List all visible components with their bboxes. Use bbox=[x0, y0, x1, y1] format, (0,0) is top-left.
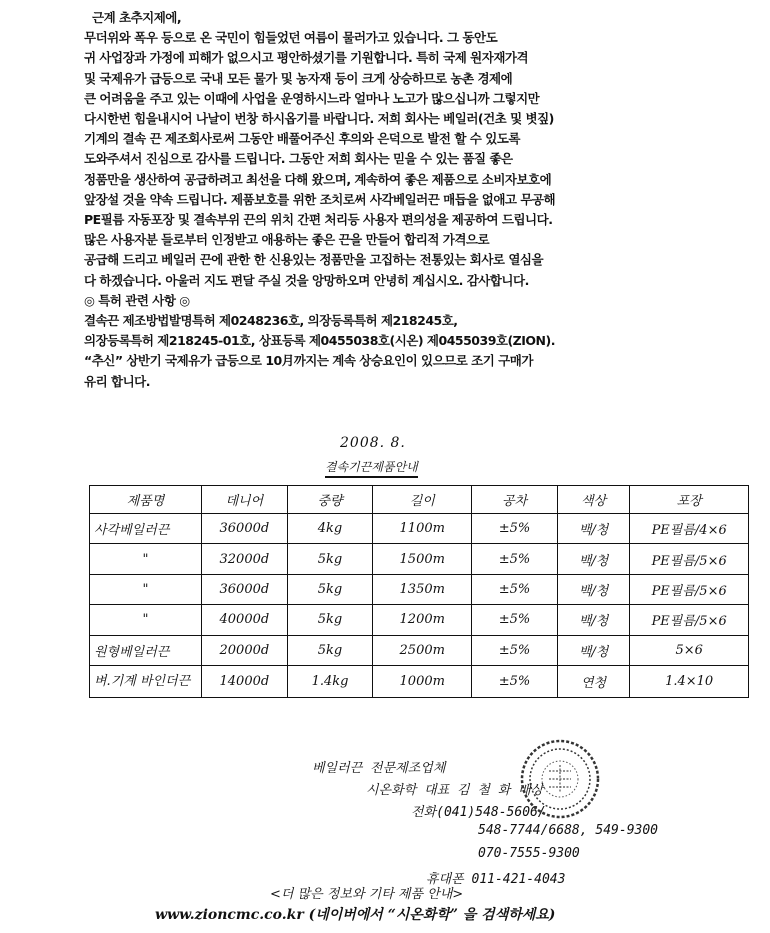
cell-product-name: 원형베일러끈 bbox=[90, 635, 202, 665]
letter-line: 의장등록특허 제218245-01호, 상표등록 제0455038호(시온) 제0455039호(ZION). bbox=[84, 333, 555, 349]
letter-line: 공급해 드리고 베일러 끈에 관한 한 신용있는 정품만을 고집하는 전통있는 회사로 열심을 bbox=[84, 252, 544, 268]
letter-line: 유리 합니다. bbox=[84, 373, 150, 389]
more-info-note: <더 많은 정보와 기타 제품 안내> bbox=[270, 887, 464, 902]
letter-line: 큰 어려움을 주고 있는 이때에 사업을 운영하시느라 얼마나 노고가 많으십니까 그렇지만 bbox=[84, 90, 540, 106]
table-header-row bbox=[90, 486, 749, 514]
cell-product-name: " bbox=[90, 605, 202, 635]
cell-denier: 20000d bbox=[202, 635, 288, 665]
cell-tolerance: ±5% bbox=[472, 574, 558, 604]
table-row bbox=[90, 514, 749, 544]
cell-length: 2500m bbox=[373, 635, 472, 665]
website-link[interactable]: www.zioncmc.co.kr (네이버에서 “시온화학” 을 검색하세요) bbox=[155, 907, 556, 923]
header-packaging: 포장 bbox=[630, 486, 749, 514]
cell-packaging: PE필름/5×6 bbox=[630, 574, 749, 604]
cell-tolerance: ±5% bbox=[472, 666, 558, 698]
cell-length: 1100m bbox=[373, 514, 472, 544]
cell-weight: 5kg bbox=[287, 544, 373, 574]
product-table bbox=[89, 485, 749, 698]
cell-denier: 32000d bbox=[202, 544, 288, 574]
cell-packaging: PE필름/4×6 bbox=[630, 514, 749, 544]
phone-number: 전화(041)548-5606/ bbox=[411, 805, 546, 820]
letter-line: 도와주셔서 진심으로 감사를 드립니다. 그동안 저희 회사는 믿을 수 있는 품질 좋은 bbox=[84, 151, 513, 167]
letter-line: 근계 초추지제에, bbox=[92, 10, 182, 25]
cell-length: 1200m bbox=[373, 605, 472, 635]
phone-number-2: 548-7744/6688, 549-9300 bbox=[478, 823, 659, 838]
letter-line: 정품만을 생산하여 공급하려고 최선을 다해 왔으며, 계속하여 좋은 제품으로 소비자보호에 bbox=[84, 171, 552, 187]
letter-line: 무더위와 폭우 등으로 온 국민이 힘들었던 여름이 물러가고 있습니다. 그 동안도 bbox=[84, 30, 498, 46]
letter-line: 귀 사업장과 가정에 피해가 없으시고 평안하셨기를 기원합니다. 특히 국제 원자재가격 bbox=[84, 50, 529, 66]
company-seal-stamp bbox=[519, 738, 601, 820]
letter-line: 많은 사용자분 들로부터 인정받고 애용하는 좋은 끈을 만들어 합리적 가격으로 bbox=[84, 232, 490, 248]
cell-weight: 1.4kg bbox=[287, 666, 373, 698]
cell-length: 1350m bbox=[373, 574, 472, 604]
letter-line: 및 국제유가 급등으로 국내 모든 물가 및 농자재 등이 크게 상승하므로 농촌 경제에 bbox=[84, 70, 513, 86]
letter-line: 다시한번 힘을내시어 나날이 번창 하시옵기를 바랍니다. 저희 회사는 베일러(건초 및 볏짚) bbox=[84, 111, 554, 127]
letter-line: “추신” 상반기 국제유가 급등으로 10月까지는 계속 상승요인이 있으므로 조기 구매가 bbox=[84, 353, 533, 369]
cell-packaging: PE필름/5×6 bbox=[630, 605, 749, 635]
phone-number-3: 070-7555-9300 bbox=[478, 846, 580, 861]
table-row bbox=[90, 574, 749, 604]
cell-weight: 4kg bbox=[287, 514, 373, 544]
cell-length: 1000m bbox=[373, 666, 472, 698]
letter-line: PE필름 자동포장 및 결속부위 끈의 위치 간편 처리등 사용자 편의성을 제공하여 드립니다. bbox=[84, 212, 553, 228]
header-length: 길이 bbox=[373, 486, 472, 514]
cell-denier: 40000d bbox=[202, 605, 288, 635]
cell-denier: 14000d bbox=[202, 666, 288, 698]
cell-denier: 36000d bbox=[202, 514, 288, 544]
cell-tolerance: ±5% bbox=[472, 605, 558, 635]
cell-length: 1500m bbox=[373, 544, 472, 574]
cell-tolerance: ±5% bbox=[472, 635, 558, 665]
header-tolerance: 공차 bbox=[472, 486, 558, 514]
cell-packaging: PE필름/5×6 bbox=[630, 544, 749, 574]
table-row bbox=[90, 635, 749, 665]
cell-tolerance: ±5% bbox=[472, 514, 558, 544]
cell-product-name: " bbox=[90, 574, 202, 604]
table-title: 결속기끈제품안내 bbox=[325, 458, 418, 478]
letter-line: ◎ 특허 관련 사항 ◎ bbox=[84, 292, 190, 308]
cell-product-name: " bbox=[90, 544, 202, 574]
cell-product-name: 사각베일러끈 bbox=[90, 514, 202, 544]
cell-color: 연청 bbox=[557, 666, 629, 698]
letter-date: 2008. 8. bbox=[340, 435, 406, 451]
header-product-name: 제품명 bbox=[90, 486, 202, 514]
cell-color: 백/청 bbox=[557, 574, 629, 604]
maker-label: 베일러끈 전문제조업체 bbox=[312, 761, 446, 776]
header-weight: 중량 bbox=[287, 486, 373, 514]
letter-line: 다 하겠습니다. 아울러 지도 편달 주실 것을 앙망하오며 안녕히 계십시오. 감사합니다. bbox=[84, 272, 529, 288]
cell-color: 백/청 bbox=[557, 605, 629, 635]
letter-line: 결속끈 제조방법발명특허 제0248236호, 의장등록특허 제218245호, bbox=[84, 313, 458, 329]
cell-color: 백/청 bbox=[557, 514, 629, 544]
letter-body bbox=[84, 8, 684, 392]
cell-weight: 5kg bbox=[287, 574, 373, 604]
cell-packaging: 5×6 bbox=[630, 635, 749, 665]
table-row bbox=[90, 605, 749, 635]
cell-weight: 5kg bbox=[287, 605, 373, 635]
letter-line: 기계의 결속 끈 제조회사로써 그동안 배풀어주신 후의와 은덕으로 발전 할 수 있도록 bbox=[84, 131, 520, 147]
mobile-number: 휴대폰 011-421-4043 bbox=[426, 872, 566, 887]
company-name: 시온화학 대표 김 철 화 배상 bbox=[366, 783, 544, 798]
table-row bbox=[90, 666, 749, 698]
cell-tolerance: ±5% bbox=[472, 544, 558, 574]
table-row bbox=[90, 544, 749, 574]
cell-color: 백/청 bbox=[557, 635, 629, 665]
cell-color: 백/청 bbox=[557, 544, 629, 574]
cell-packaging: 1.4×10 bbox=[630, 666, 749, 698]
letter-line: 앞장설 것을 약속 드립니다. 제품보호를 위한 조치로써 사각베일러끈 매듭을 없애고 무공해 bbox=[84, 191, 556, 207]
cell-product-name: 벼.기계 바인더끈 bbox=[90, 666, 202, 698]
header-denier: 데니어 bbox=[202, 486, 288, 514]
header-color: 색상 bbox=[557, 486, 629, 514]
cell-denier: 36000d bbox=[202, 574, 288, 604]
cell-weight: 5kg bbox=[287, 635, 373, 665]
